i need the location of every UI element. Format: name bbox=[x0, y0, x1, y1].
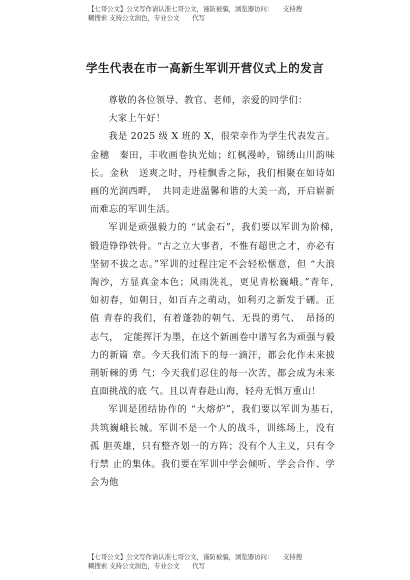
footer-note-line-2: 糊搜索 支持公文润色，专业公文 代写 bbox=[88, 562, 206, 570]
header-watermark-note bbox=[88, 5, 388, 23]
header-note-line-2: 糊搜索 支持公文润色，专业公文 代写 bbox=[88, 14, 206, 22]
document-body bbox=[90, 92, 345, 492]
paragraph-greeting: 大家上午好！ bbox=[108, 113, 166, 125]
paragraph-intro: 我是 2025 级 X 班的 X，很荣幸作为学生代表发言。金穗 秦田，丰收画卷执光灿；红枫漫岭，锦绣山川韵味长。金秋 送爽之时，丹桂飘香之际，我们相聚在如诗如画的光润西畔， 共同走进温馨和谐的大美一高，开启崭新而难忘的军训生活。 bbox=[90, 131, 335, 216]
footer-watermark-note bbox=[88, 553, 388, 571]
paragraph-teamwork: 军训是团结协作的 “大熔炉”，我们要以军训为基石， 共筑巍峨长城。军训不是一个人的战斗，训练场上，没有孤 胆英雄，只有整齐划一的方阵；没有个人主义，只有令行禁 止的集体。我们要在军训中学会倾听、学会合作、学会为他 bbox=[90, 404, 345, 489]
header-note-line-1: 【七哥公文】公文写作请认准七哥公文，谨防被骗，浏览器访问： 支持搜 bbox=[88, 5, 303, 13]
document-title: 学生代表在市一高新生军训开营仪式上的发言 bbox=[86, 61, 324, 75]
footer-note-line-1: 【七哥公文】公文写作请认准七哥公文，谨防被骗，浏览器访问： 支持搜 bbox=[88, 553, 303, 561]
paragraph-perseverance: 军训是顽强毅力的 “试金石”，我们要以军训为阶梯， 锻造铮铮铁骨。“古之立大事者，不惟有超世之才，亦必有 坚韧不拔之志。”军训的过程注定不会轻松惬意，但 “大浪 淘沙，方显真金本色；风雨洗礼，更见青松巍峨。”青年， 如初春，如朝日，如百卉之萌动，如利刃之新发于硎。正值 青春的我们，有着蓬勃的朝气、无畏的勇气、 昂扬的志气， 定能挥汗为墨，在这个新画卷中谱写名为顽强与毅力的新篇 章。今天我们流下的每一滴汗，都会化作未来披荆斩棘的勇 气；今天我们忍住的每一次苦，都会成为未来直面挑战的底 气。且以青春赴山海，轻舟无惧万重山！ bbox=[90, 222, 345, 398]
paragraph-salutation: 尊敬的各位领导、教官、老师，亲爱的同学们： bbox=[108, 95, 308, 106]
